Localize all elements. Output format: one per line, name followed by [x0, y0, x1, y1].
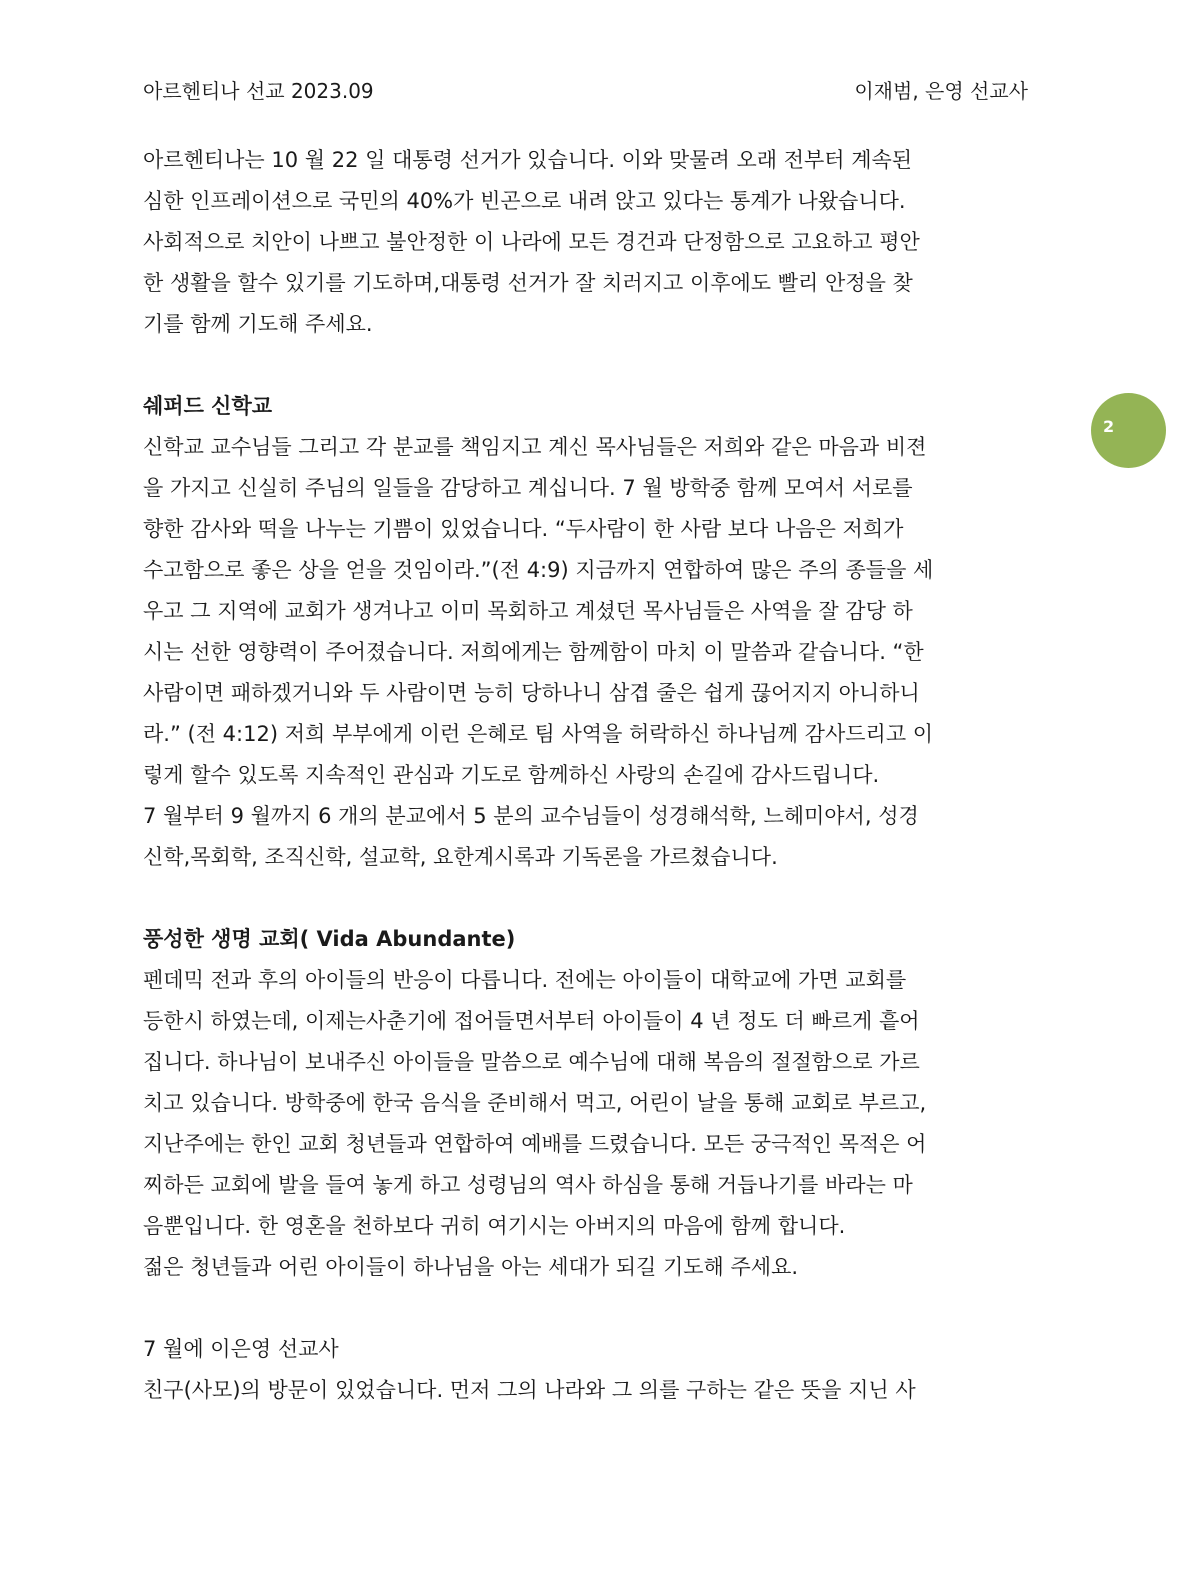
- church-section: [143, 919, 1063, 1288]
- text-line: 7 월에 이은영 선교사: [143, 1337, 339, 1361]
- text-line: 시는 선한 영향력이 주어졌습니다. 저희에게는 함께함이 마치 이 말씀과 같습니다. “한: [143, 640, 924, 664]
- text-line: 신학,목회학, 조직신학, 설교학, 요한계시록과 기독론을 가르쳤습니다.: [143, 845, 778, 869]
- text-line: 찌하든 교회에 발을 들여 놓게 하고 성령님의 역사 하심을 통해 거듭나기를 바라는 마: [143, 1173, 913, 1197]
- text-line: 기를 함께 기도해 주세요.: [143, 312, 373, 336]
- paragraph-gap: [143, 345, 1063, 386]
- text-line: 집니다. 하나님이 보내주신 아이들을 말씀으로 예수님에 대해 복음의 절절함으로 가르: [143, 1050, 920, 1074]
- page-header: [143, 76, 1028, 106]
- text-line: 7 월부터 9 월까지 6 개의 분교에서 5 분의 교수님들이 성경해석학, 느헤미야서, 성경: [143, 804, 919, 828]
- section-heading-seminary: 쉐퍼드 신학교: [143, 394, 273, 418]
- page-number-badge: [1091, 393, 1166, 468]
- text-line: 아르헨티나는 10 월 22 일 대통령 선거가 있습니다. 이와 맞물려 오래 전부터 계속된: [143, 148, 913, 172]
- text-line: 지난주에는 한인 교회 청년들과 연합하여 예배를 드렸습니다. 모든 궁극적인 목적은 어: [143, 1132, 927, 1156]
- paragraph-gap: [143, 878, 1063, 919]
- paragraph-gap: [143, 1288, 1063, 1329]
- text-line: 심한 인프레이션으로 국민의 40%가 빈곤으로 내려 앉고 있다는 통계가 나왔습니다.: [143, 189, 906, 213]
- text-line: 신학교 교수님들 그리고 각 분교를 책임지고 계신 목사님들은 저희와 같은 마음과 비젼: [143, 435, 927, 459]
- seminary-section: [143, 386, 1063, 878]
- header-title: 아르헨티나 선교 2023.09: [143, 79, 374, 103]
- text-line: 음뿐입니다. 한 영혼을 천하보다 귀히 여기시는 아버지의 마음에 함께 합니다.: [143, 1214, 846, 1238]
- page-number: 2: [1103, 417, 1115, 436]
- text-line: 젊은 청년들과 어린 아이들이 하나님을 아는 세대가 되길 기도해 주세요.: [143, 1255, 799, 1279]
- visit-section: [143, 1329, 1063, 1411]
- text-line: 친구(사모)의 방문이 있었습니다. 먼저 그의 나라와 그 의를 구하는 같은 뜻을 지닌 사: [143, 1378, 916, 1402]
- text-line: 우고 그 지역에 교회가 생겨나고 이미 목회하고 계셨던 목사님들은 사역을 잘 감당 하: [143, 599, 913, 623]
- text-line: 사회적으로 치안이 나쁘고 불안정한 이 나라에 모든 경건과 단정함으로 고요하고 평안: [143, 230, 920, 254]
- header-author: 이재범, 은영 선교사: [854, 79, 1028, 103]
- text-line: 렇게 할수 있도록 지속적인 관심과 기도로 함께하신 사랑의 손길에 감사드립니다.: [143, 763, 880, 787]
- intro-paragraph: [143, 140, 1063, 345]
- text-line: 을 가지고 신실히 주님의 일들을 감당하고 계십니다. 7 월 방학중 함께 모여서 서로를: [143, 476, 913, 500]
- text-line: 사람이면 패하겠거니와 두 사람이면 능히 당하나니 삼겹 줄은 쉽게 끊어지지 아니하니: [143, 681, 920, 705]
- document-body: [143, 140, 1063, 1411]
- section-heading-church: 풍성한 생명 교회( Vida Abundante): [143, 927, 516, 951]
- text-line: 등한시 하였는데, 이제는사춘기에 접어들면서부터 아이들이 4 년 정도 더 빠르게 흩어: [143, 1009, 920, 1033]
- text-line: 한 생활을 할수 있기를 기도하며,대통령 선거가 잘 치러지고 이후에도 빨리 안정을 찾: [143, 271, 913, 295]
- text-line: 펜데믹 전과 후의 아이들의 반응이 다릅니다. 전에는 아이들이 대학교에 가면 교회를: [143, 968, 907, 992]
- text-line: 향한 감사와 떡을 나누는 기쁨이 있었습니다. “두사람이 한 사람 보다 나음은 저희가: [143, 517, 904, 541]
- text-line: 수고함으로 좋은 상을 얻을 것임이라.”(전 4:9) 지금까지 연합하여 많은 주의 종들을 세: [143, 558, 934, 582]
- text-line: 치고 있습니다. 방학중에 한국 음식을 준비해서 먹고, 어린이 날을 통해 교회로 부르고,: [143, 1091, 927, 1115]
- text-line: 라.” (전 4:12) 저희 부부에게 이런 은혜로 팀 사역을 허락하신 하나님께 감사드리고 이: [143, 722, 934, 746]
